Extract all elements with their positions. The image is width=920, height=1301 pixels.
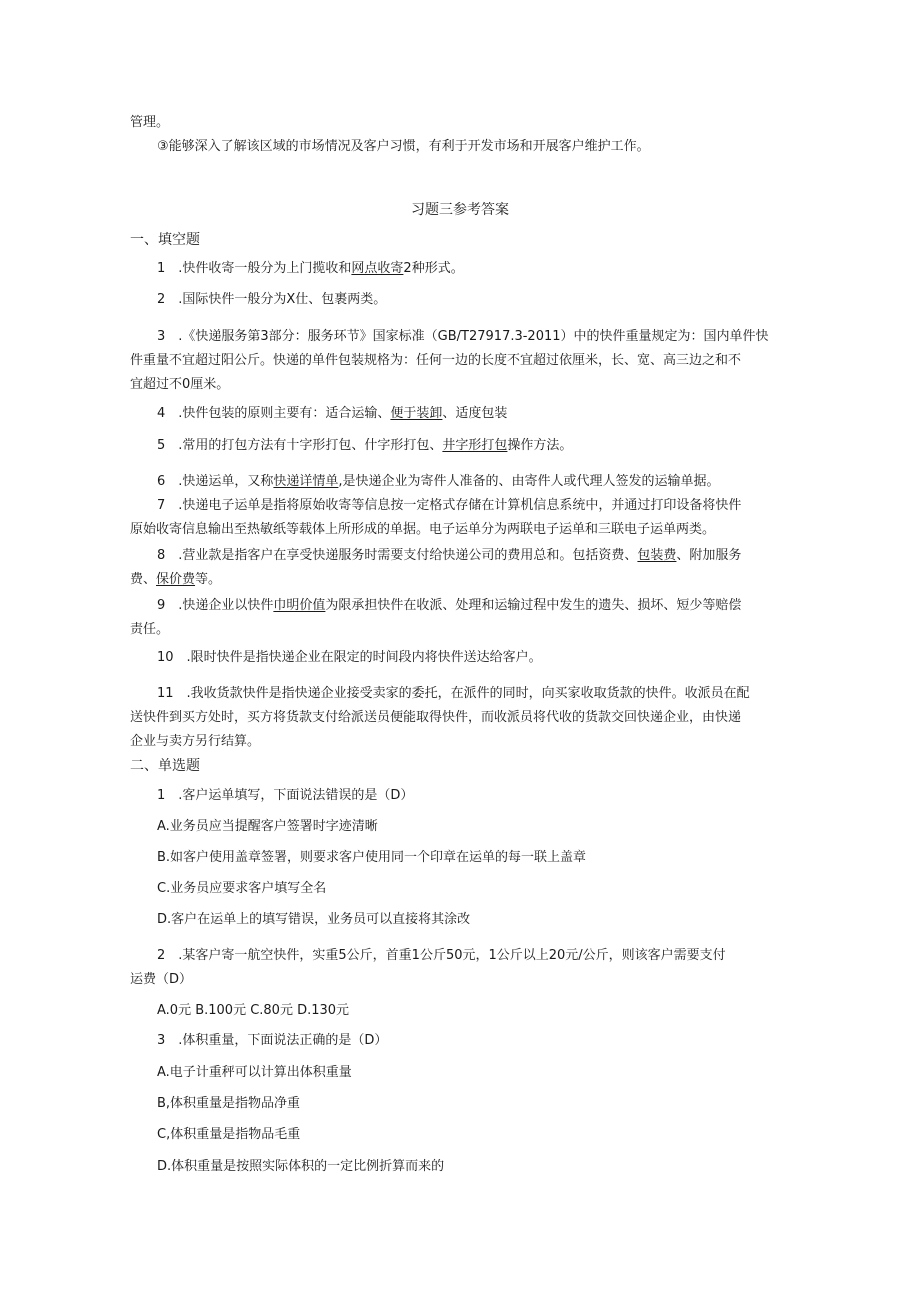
page-title: 习题三参考答案 bbox=[411, 202, 509, 218]
single-q1: 1 .客户运单填写，下面说法错误的是（D） bbox=[157, 788, 414, 803]
fill-q3-line-2: 件重量不宜超过阳公斤。快递的单件包装规格为：任何一边的长度不宜超过依厘米，长、宽、高三边之和不 bbox=[130, 353, 742, 368]
fill-q11-line-1: 11 .我收货款快件是指快递企业接受卖家的委托，在派件的同时，向买家收取货款的快件。收派员在配 bbox=[157, 686, 750, 701]
fill-q9-line-2: 责任。 bbox=[130, 622, 170, 637]
single-q1-option-d: D.客户在运单上的填写错误，业务员可以直接将其涂改 bbox=[157, 912, 471, 927]
fill-q7-line-1: 7 .快递电子运单是指将原始收寄等信息按一定格式存储在计算机信息系统中，并通过打印设备将快件 bbox=[157, 498, 742, 513]
fill-q9-line-1: 9 .快递企业以快件巾明价值为限承担快件在收派、处理和运输过程中发生的遗失、损坏、短少等赔偿 bbox=[157, 598, 742, 613]
single-q1-option-a: A.业务员应当提醒客户签署时字迹清晰 bbox=[157, 819, 378, 834]
single-q1-option-b: B.如客户使用盖章签署，则要求客户使用同一个印章在运单的每一联上盖章 bbox=[157, 850, 587, 865]
single-q3-option-d: D.体积重量是按照实际体积的一定比例折算而来的 bbox=[157, 1159, 445, 1174]
fill-q2: 2 .国际快件一般分为X仕、包裹两类。 bbox=[157, 292, 387, 307]
single-q3-option-b: B,体积重量是指物品净重 bbox=[157, 1096, 301, 1111]
fill-q7-line-2: 原始收寄信息输出至热敏纸等载体上所形成的单据。电子运单分为两联电子运单和三联电子运单两类。 bbox=[130, 522, 716, 537]
fill-q1: 1 .快件收寄一般分为上门揽收和网点收寄2种形式。 bbox=[157, 261, 464, 276]
fill-q8-line-2: 费、保价费等。 bbox=[130, 572, 222, 587]
section-heading-fill: 一、填空题 bbox=[130, 232, 200, 248]
fill-q8-line-1: 8 .营业款是指客户在享受快递服务时需要支付给快递公司的费用总和。包括资费、包装费、附加服务 bbox=[157, 548, 742, 563]
fill-q4: 4 .快件包装的原则主要有：适合运输、便于装卸、适度包装 bbox=[157, 406, 508, 421]
fill-q3-line-3: 宜超过不0厘米。 bbox=[130, 377, 230, 392]
single-q3-option-c: C,体积重量是指物品毛重 bbox=[157, 1127, 301, 1142]
intro-line-1: 管理。 bbox=[130, 115, 170, 130]
section-heading-single: 二、单选题 bbox=[130, 758, 200, 774]
single-q1-option-c: C.业务员应要求客户填写全名 bbox=[157, 881, 327, 896]
intro-line-2: ③能够深入了解该区域的市场情况及客户习惯，有利于开发市场和开展客户维护工作。 bbox=[157, 139, 650, 154]
fill-q3-line-1: 3 .《快递服务第3部分：服务环节》国家标准（GB/T27917.3-2011）中的快件重量规定为：国内单件快 bbox=[157, 329, 769, 344]
fill-q11-line-2: 送快件到买方处时，买方将货款支付给派送员便能取得快件，而收派员将代收的货款交回快递企业，由快递 bbox=[130, 710, 742, 725]
fill-q5: 5 .常用的打包方法有十字形打包、什字形打包、井字形打包操作方法。 bbox=[157, 438, 573, 453]
single-q2-line-1: 2 .某客户寄一航空快件，实重5公斤，首重1公斤50元，1公斤以上20元/公斤，则该客户需要支付 bbox=[157, 948, 726, 963]
single-q3-option-a: A.电子计重秤可以计算出体积重量 bbox=[157, 1065, 352, 1080]
fill-q10: 10 .限时快件是指快递企业在限定的时间段内将快件送达给客户。 bbox=[157, 650, 542, 665]
single-q2-options: A.0元 B.100元 C.80元 D.130元 bbox=[157, 1003, 350, 1018]
single-q2-line-2: 运费（D） bbox=[130, 972, 193, 987]
fill-q6: 6 .快递运单，又称快递详情单,是快递企业为寄件人准备的、由寄件人或代理人签发的运输单据。 bbox=[157, 474, 720, 489]
single-q3: 3 .体积重量，下面说法正确的是（D） bbox=[157, 1033, 388, 1048]
fill-q11-line-3: 企业与卖方另行结算。 bbox=[130, 734, 261, 749]
